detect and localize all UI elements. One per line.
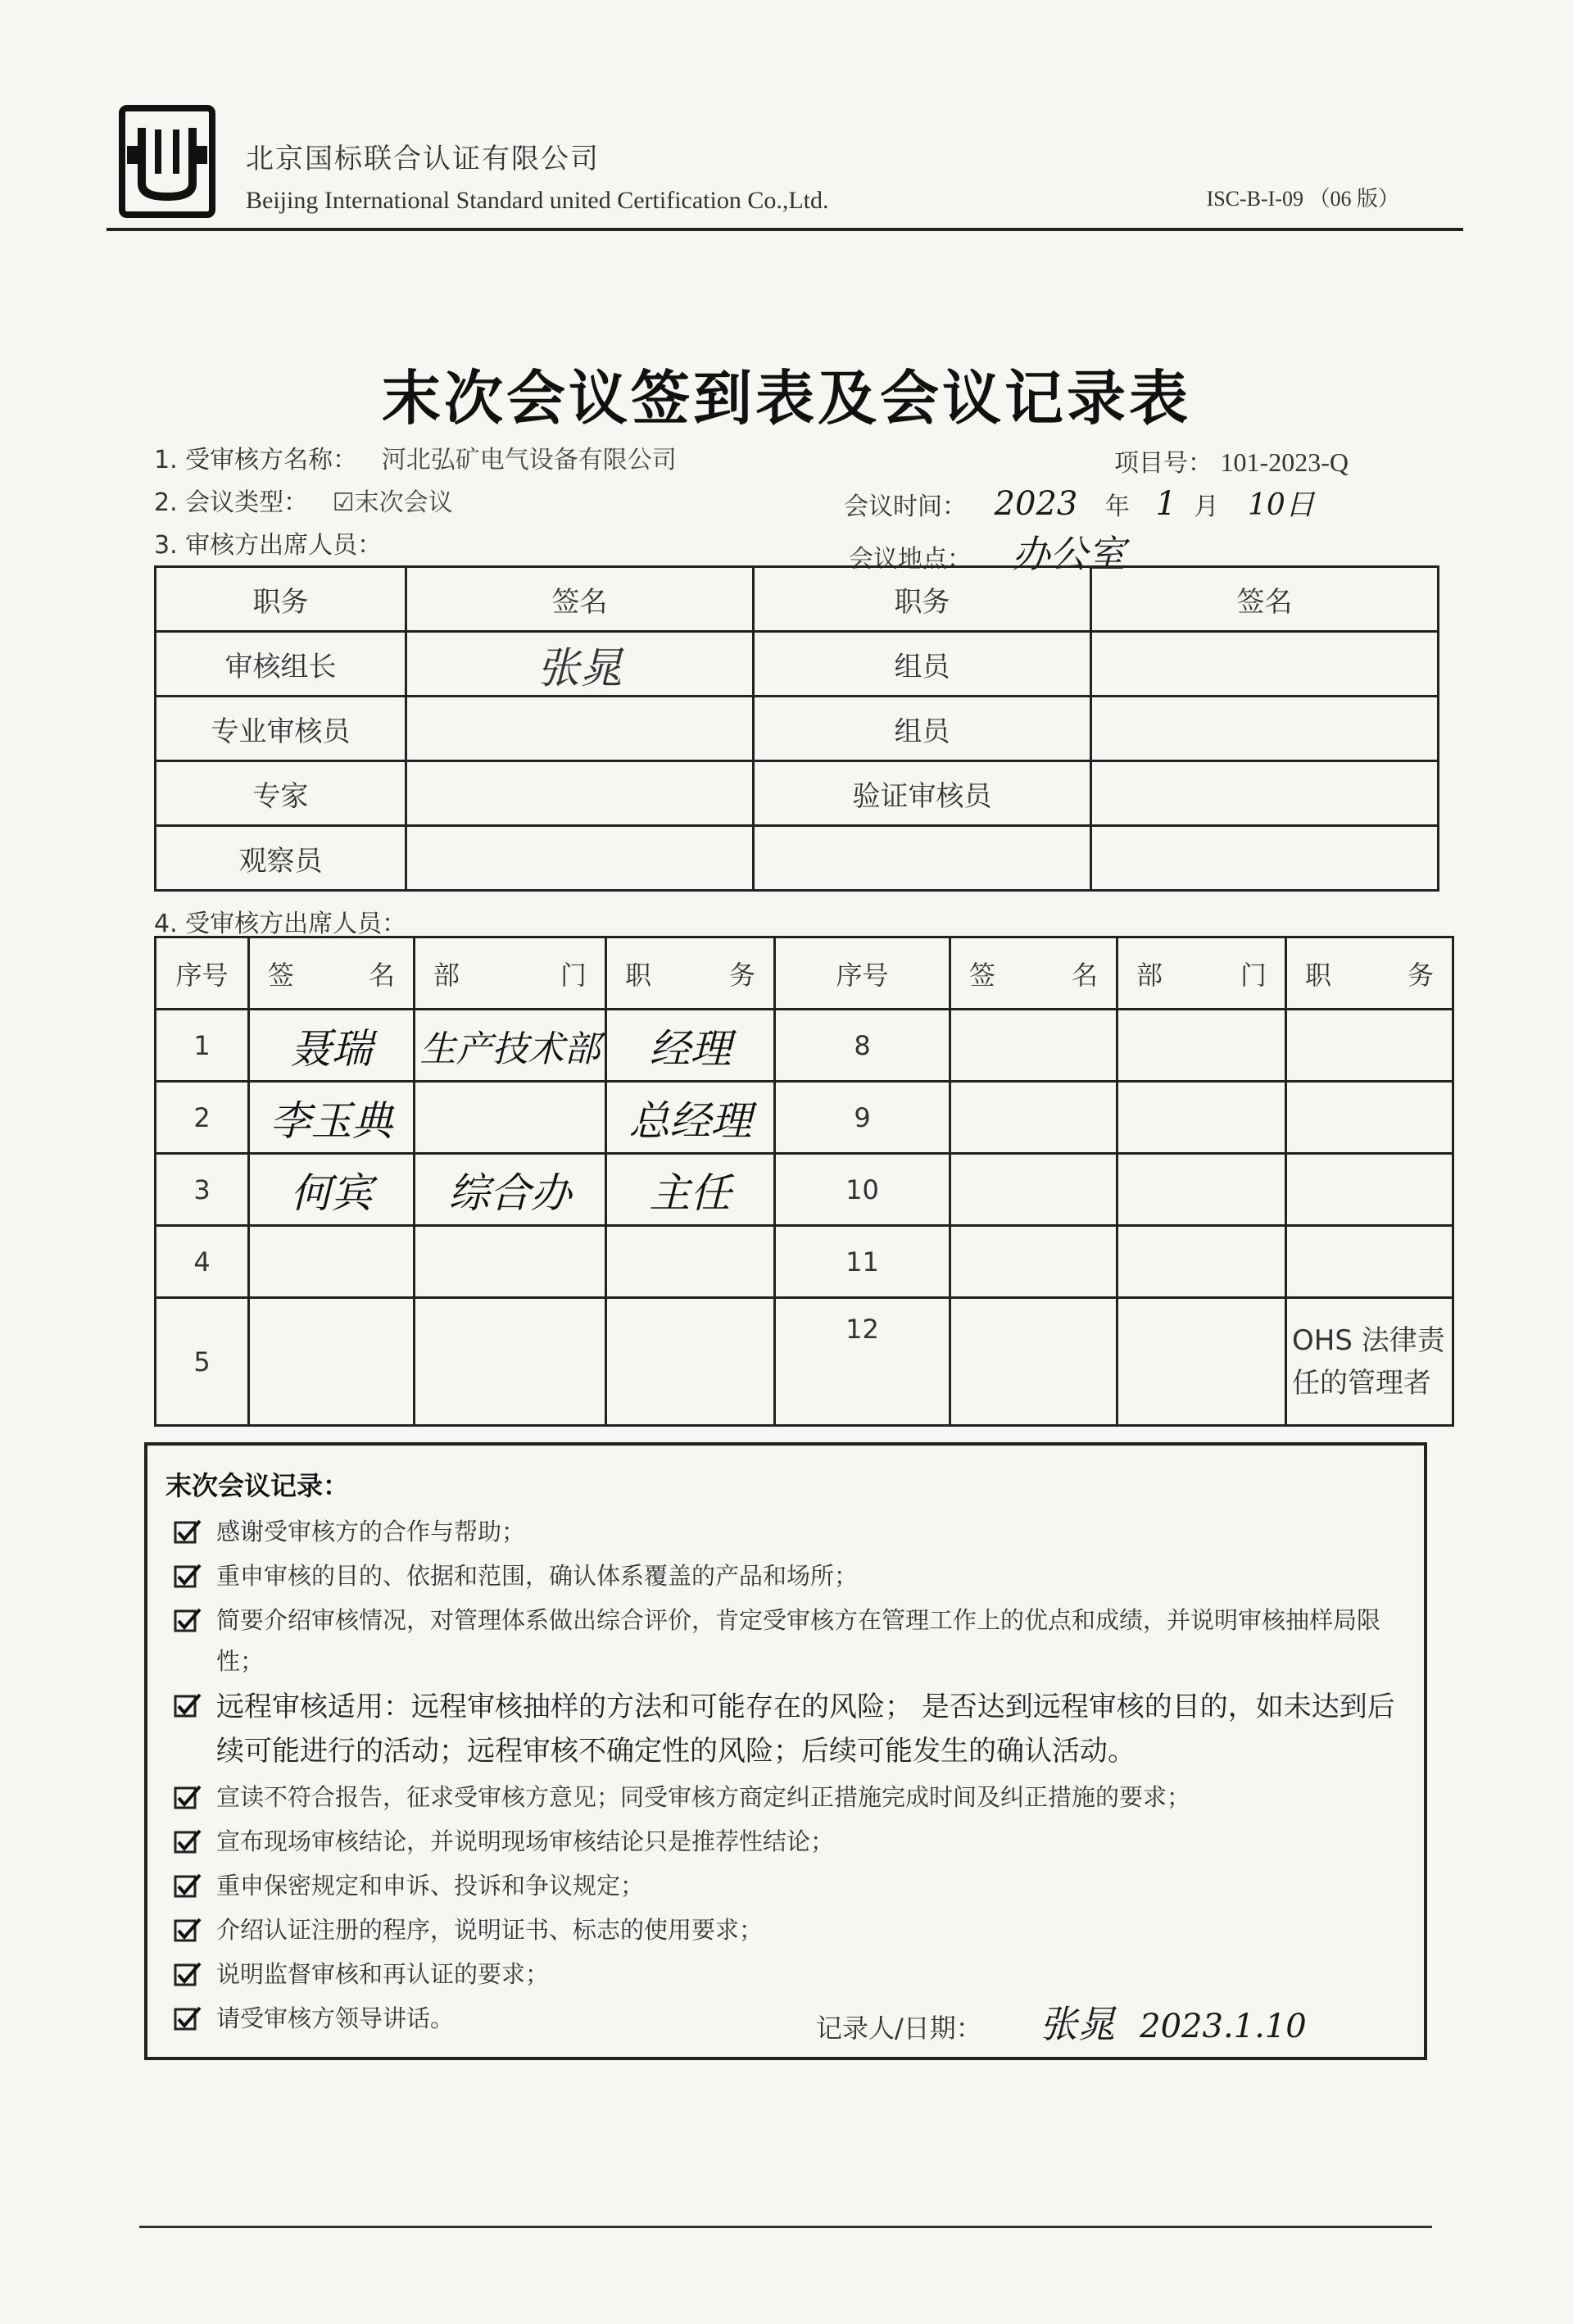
- checked-checkbox-icon: [174, 1962, 202, 1986]
- number-cell: 4: [156, 1226, 249, 1298]
- list-item: [174, 1685, 1411, 1773]
- checked-checkbox-icon: [174, 1918, 202, 1942]
- header-cell: [1286, 937, 1453, 1010]
- position-cell: 总经理: [606, 1082, 775, 1154]
- header-cell: [1117, 937, 1286, 1010]
- record-item-text: 简要介绍审核情况，对管理体系做出综合评价，肯定受审核方在管理工作上的优点和成绩，并说明审核抽样局限性；: [216, 1606, 1381, 1675]
- role-cell: 验证审核员: [754, 761, 1091, 826]
- recorder-field: [816, 1995, 1307, 2049]
- table-row: [156, 697, 1439, 761]
- position-cell: 经理: [606, 1010, 775, 1082]
- list-item: [174, 1865, 1411, 1906]
- page-title: 末次会议签到表及会议记录表: [381, 364, 1191, 433]
- table-row: [156, 632, 1439, 697]
- signature-cell: [950, 1154, 1117, 1226]
- number-cell: 8: [775, 1010, 950, 1082]
- number-cell: 2: [156, 1082, 249, 1154]
- checked-checkbox-icon: [174, 1785, 202, 1809]
- position-cell: [606, 1298, 775, 1426]
- number-cell: 9: [775, 1082, 950, 1154]
- header-position-spread: [607, 955, 773, 992]
- table-header-row: [156, 937, 1453, 1010]
- header-cell: 签名: [406, 567, 754, 632]
- header-cell: 序号: [156, 937, 249, 1010]
- meeting-month: 1: [1155, 485, 1176, 523]
- header-cell: 序号: [775, 937, 950, 1010]
- checked-checkbox-icon: [174, 1519, 202, 1544]
- checked-checkbox-icon: [174, 1608, 202, 1632]
- header-cell: 签名: [1091, 567, 1439, 632]
- position-cell: [1286, 1010, 1453, 1082]
- checked-checkbox-icon: [174, 1693, 202, 1718]
- header-char: 门: [1240, 959, 1267, 991]
- auditee-field: [154, 439, 677, 475]
- position-cell: [1286, 1154, 1453, 1226]
- signature-cell: [406, 826, 754, 891]
- signature-cell: [1091, 632, 1439, 697]
- table-row: [156, 1082, 1453, 1154]
- auditor-signin-table: [154, 565, 1439, 892]
- department-cell: [1117, 1226, 1286, 1298]
- recorder-label: 记录人/日期：: [816, 2013, 982, 2044]
- month-char: 月: [1194, 492, 1219, 521]
- meeting-type-value: ☑末次会议: [332, 488, 453, 517]
- record-item-text: 重申保密规定和申诉、投诉和争议规定；: [216, 1872, 645, 1900]
- department-cell: [415, 1298, 606, 1426]
- header-cell: [950, 937, 1117, 1010]
- signature-cell: [950, 1298, 1117, 1426]
- signature-cell: [1091, 761, 1439, 826]
- meeting-place-value: 办公室: [1012, 532, 1126, 576]
- header-signature-spread: [951, 955, 1116, 992]
- header-divider: [107, 228, 1463, 231]
- header-cell: 职务: [156, 567, 406, 632]
- header-char: 部: [433, 959, 460, 991]
- meeting-time-field: [844, 482, 1315, 524]
- position-cell: [606, 1226, 775, 1298]
- record-item-text: 感谢受审核方的合作与帮助；: [216, 1518, 526, 1546]
- auditee-value: 河北弘矿电气设备有限公司: [381, 446, 677, 474]
- signature-cell: 张晁: [406, 632, 754, 697]
- list-item: [174, 1909, 1411, 1950]
- record-item-text: 宣读不符合报告，征求受审核方意见；同受审核方商定纠正措施完成时间及纠正措施的要求；: [216, 1783, 1191, 1811]
- department-cell: [415, 1226, 606, 1298]
- meeting-type-field: [154, 482, 453, 518]
- footer-divider: [139, 2226, 1432, 2228]
- record-item-text: 介绍认证注册的程序，说明证书、标志的使用要求；: [216, 1916, 764, 1944]
- records-title: 末次会议记录：: [165, 1470, 350, 1501]
- header-char: 门: [560, 959, 587, 991]
- signature-cell: [950, 1082, 1117, 1154]
- header-signature-spread: [250, 955, 413, 992]
- signature-cell: [950, 1010, 1117, 1082]
- header-cell: [606, 937, 775, 1010]
- header-char: 务: [728, 959, 755, 991]
- table-row: [156, 761, 1439, 826]
- meeting-type-label: 2. 会议类型：: [154, 488, 309, 517]
- list-item: [174, 1511, 1411, 1552]
- list-item: [174, 1600, 1411, 1682]
- signature-cell: [950, 1226, 1117, 1298]
- signature-cell: 何宾: [249, 1154, 415, 1226]
- department-cell: [1117, 1082, 1286, 1154]
- header-char: 签: [268, 959, 295, 991]
- record-item-text: 宣布现场审核结论，并说明现场审核结论只是推荐性结论；: [216, 1827, 835, 1855]
- checked-checkbox-icon: [174, 1564, 202, 1588]
- position-cell: [1286, 1082, 1453, 1154]
- header-char: 名: [1071, 959, 1098, 991]
- checked-checkbox-icon: [174, 1829, 202, 1854]
- department-cell: [1117, 1298, 1286, 1426]
- record-item-text: 请受审核方领导讲话。: [216, 2004, 455, 2032]
- checked-checkbox-icon: [174, 2006, 202, 2031]
- table-row: [156, 1298, 1453, 1426]
- header-position-spread: [1287, 955, 1452, 992]
- auditee-attendee-table: [154, 936, 1454, 1427]
- auditee-label: 1. 受审核方名称：: [154, 446, 358, 474]
- header-char: 职: [1305, 959, 1332, 991]
- header-cell: 职务: [754, 567, 1091, 632]
- header-char: 职: [625, 959, 652, 991]
- header-department-spread: [1118, 955, 1285, 992]
- list-item: [174, 1954, 1411, 1995]
- header-char: 部: [1136, 959, 1163, 991]
- signature-cell: [1091, 697, 1439, 761]
- company-logo-icon: [119, 105, 215, 218]
- signature-cell: [406, 697, 754, 761]
- table-row: [156, 826, 1439, 891]
- role-cell: 审核组长: [156, 632, 406, 697]
- signature-cell: 李玉典: [249, 1082, 415, 1154]
- department-cell: [1117, 1010, 1286, 1082]
- list-item: [174, 1777, 1411, 1818]
- project-label: 项目号：: [1114, 449, 1213, 478]
- department-cell: 综合办: [415, 1154, 606, 1226]
- role-cell: 观察员: [156, 826, 406, 891]
- company-name-cn: 北京国标联合认证有限公司: [246, 143, 600, 175]
- form-code: ISC-B-I-09 （06 版）: [1206, 187, 1399, 211]
- signature-cell: [1091, 826, 1439, 891]
- number-cell: 12: [775, 1298, 950, 1426]
- table-row: [156, 1226, 1453, 1298]
- meeting-place-label: 会议地点：: [849, 545, 972, 574]
- header-department-spread: [415, 955, 605, 992]
- number-cell: 3: [156, 1154, 249, 1226]
- auditee-attendees-label: 4. 受审核方出席人员：: [154, 910, 407, 938]
- header-char: 签: [969, 959, 996, 991]
- number-cell: 5: [156, 1298, 249, 1426]
- role-cell: 组员: [754, 697, 1091, 761]
- position-cell: [1286, 1226, 1453, 1298]
- department-cell: [415, 1082, 606, 1154]
- list-item: [174, 1821, 1411, 1862]
- number-cell: 10: [775, 1154, 950, 1226]
- role-cell: [754, 826, 1091, 891]
- recorder-signature: 张晁: [1039, 2002, 1115, 2046]
- role-cell: 组员: [754, 632, 1091, 697]
- signature-cell: 聂瑞: [249, 1010, 415, 1082]
- role-cell: 专业审核员: [156, 697, 406, 761]
- checked-checkbox-icon: [174, 1873, 202, 1898]
- header-cell: [249, 937, 415, 1010]
- table-header-row: [156, 567, 1439, 632]
- table-row: [156, 1154, 1453, 1226]
- year-char: 年: [1104, 492, 1130, 521]
- number-cell: 11: [775, 1226, 950, 1298]
- list-item: [174, 1555, 1411, 1596]
- position-cell: 主任: [606, 1154, 775, 1226]
- recorder-date: 2023.1.10: [1140, 2008, 1307, 2045]
- record-item-text: 说明监督审核和再认证的要求；: [216, 1960, 550, 1988]
- signature-cell: [249, 1226, 415, 1298]
- signature-cell: [406, 761, 754, 826]
- table-row: [156, 1010, 1453, 1082]
- department-cell: 生产技术部: [415, 1010, 606, 1082]
- record-item-text: 重申审核的目的、依据和范围，确认体系覆盖的产品和场所；: [216, 1562, 859, 1590]
- header-cell: [415, 937, 606, 1010]
- project-field: [1114, 443, 1349, 479]
- meeting-time-label: 会议时间：: [844, 492, 967, 521]
- company-name-en: Beijing International Standard united Certification Co.,Ltd.: [246, 187, 829, 214]
- project-value: 101-2023-Q: [1220, 447, 1349, 477]
- number-cell: 1: [156, 1010, 249, 1082]
- header-char: 名: [368, 959, 395, 991]
- meeting-year: 2023: [994, 485, 1078, 523]
- record-item-text: 远程审核适用：远程审核抽样的方法和可能存在的风险； 是否达到远程审核的目的，如未达到后续可能进行的活动；远程审核不确定性的风险；后续可能发生的确认活动。: [216, 1691, 1395, 1768]
- meeting-records-box: [144, 1442, 1427, 2060]
- position-cell: OHS 法律责任的管理者: [1286, 1298, 1453, 1426]
- department-cell: [1117, 1154, 1286, 1226]
- header-char: 务: [1407, 959, 1434, 991]
- auditor-attendees-label: 3. 审核方出席人员：: [154, 531, 383, 560]
- meeting-day: 10日: [1247, 488, 1315, 522]
- signature-cell: [249, 1298, 415, 1426]
- role-cell: 专家: [156, 761, 406, 826]
- records-list: [174, 1511, 1411, 2042]
